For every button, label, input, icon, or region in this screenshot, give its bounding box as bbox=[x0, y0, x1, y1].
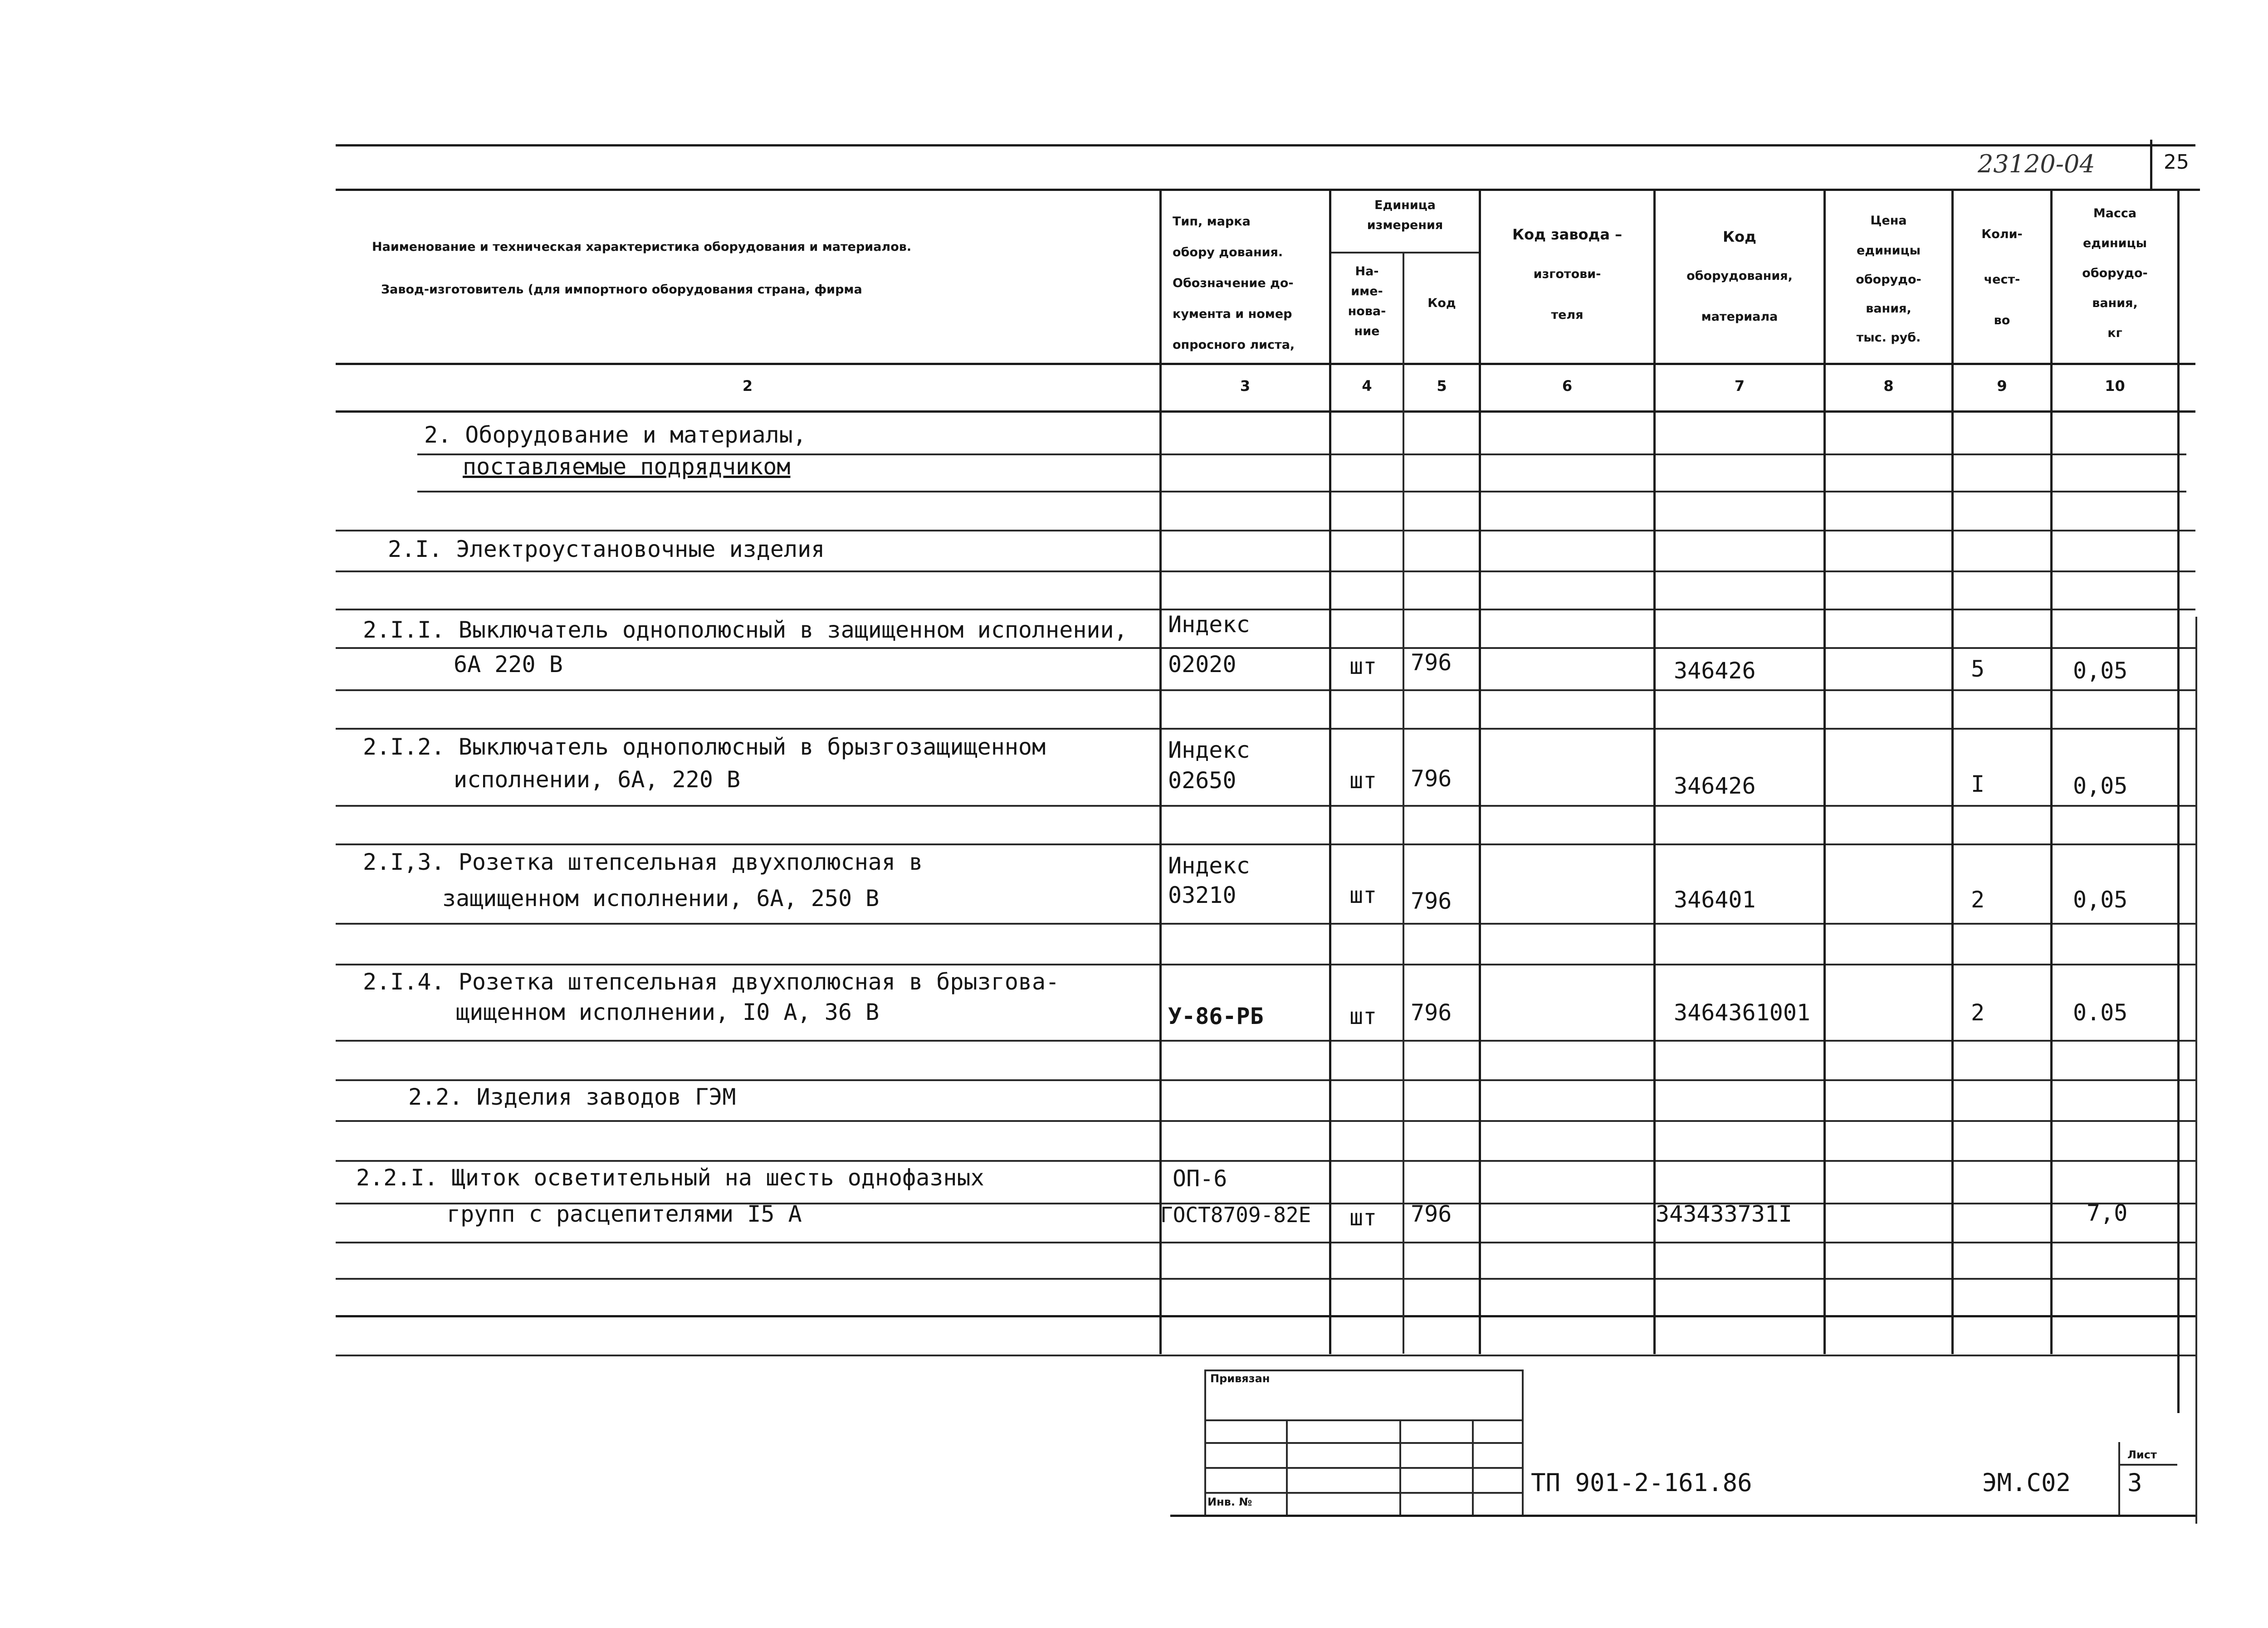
table-bottom-line bbox=[336, 1315, 2195, 1317]
item-type2: У-86-РБ bbox=[1168, 1003, 1264, 1029]
handwritten-code: 23120-04 bbox=[1978, 150, 2095, 178]
row-line bbox=[336, 1355, 2195, 1356]
header-col9-line1: Коли- bbox=[1981, 227, 2023, 241]
item-line2: 6А 220 В bbox=[454, 651, 563, 678]
header-col7-line3: материала bbox=[1701, 310, 1778, 324]
stamp-line bbox=[1204, 1467, 1522, 1469]
item-mass: 7,0 bbox=[2087, 1200, 2128, 1226]
col-number: 8 bbox=[1883, 377, 1894, 395]
page-number: 25 bbox=[2164, 151, 2189, 174]
col-line bbox=[1329, 189, 1331, 1354]
row-line bbox=[336, 647, 2195, 649]
page-number-divider bbox=[2150, 140, 2152, 190]
stamp-vline bbox=[1204, 1370, 1206, 1515]
header-col8-line5: тыс. руб. bbox=[1856, 331, 1921, 345]
row-line bbox=[336, 1079, 2195, 1081]
item-line2: щищенном исполнении, I0 А, 36 В bbox=[456, 999, 880, 1025]
col-line bbox=[1823, 189, 1826, 1354]
col-number: 7 bbox=[1734, 377, 1745, 395]
item-mass: 0,05 bbox=[2073, 773, 2128, 799]
header-col4-line3: нова- bbox=[1348, 304, 1386, 318]
item-unit: шт bbox=[1349, 1204, 1377, 1231]
header-col9-line2: чест- bbox=[1984, 273, 2020, 287]
item-line1: 2.I,3. Розетка штепсельная двухполюсная в bbox=[363, 849, 923, 875]
row-line bbox=[336, 1040, 2195, 1042]
header-col2-line1: Наименование и техническая характеристика оборудования и материалов. bbox=[372, 240, 912, 254]
row-line bbox=[336, 570, 2195, 572]
item-type2: 03210 bbox=[1168, 882, 1237, 908]
row-line bbox=[336, 1278, 2195, 1280]
col-number: 5 bbox=[1437, 377, 1447, 395]
item-line1: 2.2.I. Щиток осветительный на шесть однофазных bbox=[356, 1165, 984, 1191]
header-col7-line2: оборудования, bbox=[1686, 269, 1793, 283]
item-unit: шт bbox=[1349, 1003, 1377, 1029]
header-col8-line1: Цена bbox=[1870, 214, 1907, 228]
row-line bbox=[336, 923, 2195, 925]
stamp-inv: Инв. № bbox=[1207, 1496, 1252, 1508]
item-qty: 2 bbox=[1971, 999, 1985, 1026]
header-col8-line2: единицы bbox=[1856, 244, 1921, 258]
item-unit-code: 796 bbox=[1411, 999, 1452, 1026]
item-line1: 2.I.2. Выключатель однополюсный в брызгозащищенном bbox=[363, 734, 1046, 760]
row-line bbox=[336, 1242, 2195, 1243]
stamp-vline bbox=[1472, 1419, 1474, 1515]
header-col9-line3: во bbox=[1994, 313, 2010, 327]
header-col4-line2: име- bbox=[1351, 284, 1383, 298]
row-line bbox=[336, 728, 2195, 730]
col-number: 9 bbox=[1997, 377, 2007, 395]
col-number: 4 bbox=[1362, 377, 1372, 395]
item-line1: 2.I.I. Выключатель однополюсный в защищенном исполнении, bbox=[363, 617, 1128, 643]
stamp-vline bbox=[1286, 1419, 1288, 1515]
col-number: 2 bbox=[742, 377, 753, 395]
header-bottom-line bbox=[336, 363, 2195, 365]
item-unit: шт bbox=[1349, 767, 1377, 794]
section-title-line2: поставляемые подрядчиком bbox=[463, 453, 791, 480]
header-col6-line2: изготови- bbox=[1533, 267, 1601, 281]
col-number: 6 bbox=[1562, 377, 1573, 395]
item-mass: 0,05 bbox=[2073, 658, 2128, 684]
header-col3-line2: обору дования. bbox=[1173, 245, 1283, 259]
row-line bbox=[336, 843, 2195, 845]
item-equip-code: 346426 bbox=[1674, 773, 1756, 799]
col-number: 3 bbox=[1240, 377, 1251, 395]
row-line bbox=[336, 609, 2195, 610]
header-col4-line1: На- bbox=[1355, 264, 1379, 278]
col-line bbox=[1159, 189, 1162, 1354]
col-line bbox=[1479, 189, 1481, 1354]
stamp-vline bbox=[2118, 1442, 2120, 1515]
colnum-bottom-line bbox=[336, 410, 2195, 413]
row-line bbox=[336, 530, 2195, 531]
col-number: 10 bbox=[2105, 377, 2125, 395]
item-mass: 0,05 bbox=[2073, 887, 2128, 913]
header-col3-line4: кумента и номер bbox=[1173, 307, 1292, 321]
row-line bbox=[336, 689, 2195, 691]
item-type1: Индекс bbox=[1168, 737, 1250, 763]
item-unit-code: 796 bbox=[1411, 649, 1452, 676]
header-col8-line4: вания, bbox=[1866, 302, 1911, 316]
subsection-title: 2.2. Изделия заводов ГЭМ bbox=[408, 1084, 736, 1110]
header-col10-line4: вания, bbox=[2092, 296, 2138, 310]
stamp-line bbox=[1204, 1442, 1522, 1444]
item-type2: 02020 bbox=[1168, 651, 1237, 678]
stamp-vline bbox=[1522, 1370, 1524, 1515]
item-type2: ГОСТ8709-82Е bbox=[1160, 1203, 1311, 1227]
stamp-vline bbox=[1399, 1419, 1401, 1515]
row-line bbox=[336, 1160, 2195, 1162]
header-col5: Код bbox=[1427, 296, 1456, 310]
item-mass: 0.05 bbox=[2073, 999, 2128, 1026]
header-col4-line4: ние bbox=[1354, 324, 1380, 338]
header-top-line bbox=[336, 189, 2200, 191]
row-line bbox=[417, 491, 2186, 492]
header-unit-line2: измерения bbox=[1367, 218, 1443, 232]
col-line bbox=[1951, 189, 1954, 1354]
item-unit-code: 796 bbox=[1411, 765, 1452, 792]
right-edge-line bbox=[2195, 617, 2197, 1524]
section-title-line1: 2. Оборудование и материалы, bbox=[424, 422, 807, 448]
header-unit-line1: Единица bbox=[1374, 198, 1436, 212]
header-col10-line1: Масса bbox=[2093, 206, 2137, 220]
header-col10-line2: единицы bbox=[2082, 236, 2147, 250]
header-col3-line3: Обозначение до- bbox=[1173, 276, 1294, 290]
stamp-line bbox=[1204, 1370, 1522, 1371]
stamp-line bbox=[1204, 1492, 1522, 1494]
stamp-privyazan: Привязан bbox=[1210, 1372, 1270, 1385]
header-col2-line2: Завод-изготовитель (для импортного оборудования страна, фирма bbox=[381, 283, 862, 297]
item-equip-code: 3464361001 bbox=[1674, 999, 1811, 1026]
col-line bbox=[2050, 189, 2053, 1354]
stamp-sheet-label: Лист bbox=[2127, 1448, 2157, 1461]
header-col8-line3: оборудо- bbox=[1856, 273, 1921, 287]
stamp-doc-code: ТП 901-2-161.86 bbox=[1531, 1468, 1752, 1497]
item-line1: 2.I.4. Розетка штепсельная двухполюсная в брызгова- bbox=[363, 969, 1060, 995]
item-type1: ОП-6 bbox=[1173, 1165, 1227, 1192]
item-qty: 2 bbox=[1971, 887, 1985, 913]
item-unit: шт bbox=[1349, 882, 1377, 908]
stamp-bottom-line bbox=[1170, 1515, 2195, 1517]
col-line bbox=[1653, 189, 1656, 1354]
stamp-sheet-no: 3 bbox=[2127, 1468, 2142, 1497]
header-col10-line3: оборудо- bbox=[2082, 266, 2148, 280]
item-equip-code: 346401 bbox=[1674, 887, 1756, 913]
item-line2: защищенном исполнении, 6А, 250 В bbox=[442, 885, 880, 911]
subsection-title: 2.I. Электроустановочные изделия bbox=[388, 536, 825, 562]
col-line bbox=[1403, 252, 1404, 1354]
item-qty: I bbox=[1971, 771, 1985, 797]
header-col3-line5: опросного листа, bbox=[1173, 338, 1295, 352]
stamp-line bbox=[2118, 1464, 2177, 1466]
row-line bbox=[336, 964, 2195, 965]
item-qty: 5 bbox=[1971, 656, 1985, 682]
item-type1: Индекс bbox=[1168, 853, 1250, 879]
row-line bbox=[336, 1120, 2195, 1122]
header-col6-line1: Код завода – bbox=[1512, 226, 1623, 243]
top-rule bbox=[336, 144, 2195, 146]
item-line2: исполнении, 6А, 220 В bbox=[454, 766, 741, 793]
item-type1: Индекс bbox=[1168, 611, 1250, 638]
item-unit-code: 796 bbox=[1411, 888, 1452, 914]
row-line bbox=[336, 805, 2195, 807]
item-type2: 02650 bbox=[1168, 767, 1237, 794]
header-col3-line1: Тип, марка bbox=[1173, 214, 1251, 229]
col-line bbox=[2177, 189, 2180, 1413]
header-col6-line3: теля bbox=[1551, 308, 1584, 322]
item-unit-code: 796 bbox=[1411, 1201, 1452, 1227]
header-col10-line5: кг bbox=[2107, 326, 2122, 340]
item-line2: групп с расцепителями I5 А bbox=[447, 1201, 802, 1227]
item-equip-code: 346426 bbox=[1674, 658, 1756, 684]
header-col7-line1: Код bbox=[1723, 228, 1756, 245]
stamp-line bbox=[1204, 1419, 1522, 1421]
stamp-sheet-code: ЭМ.С02 bbox=[1982, 1468, 2071, 1497]
item-equip-code: 343433731I bbox=[1656, 1201, 1793, 1227]
item-unit: шт bbox=[1349, 653, 1377, 679]
